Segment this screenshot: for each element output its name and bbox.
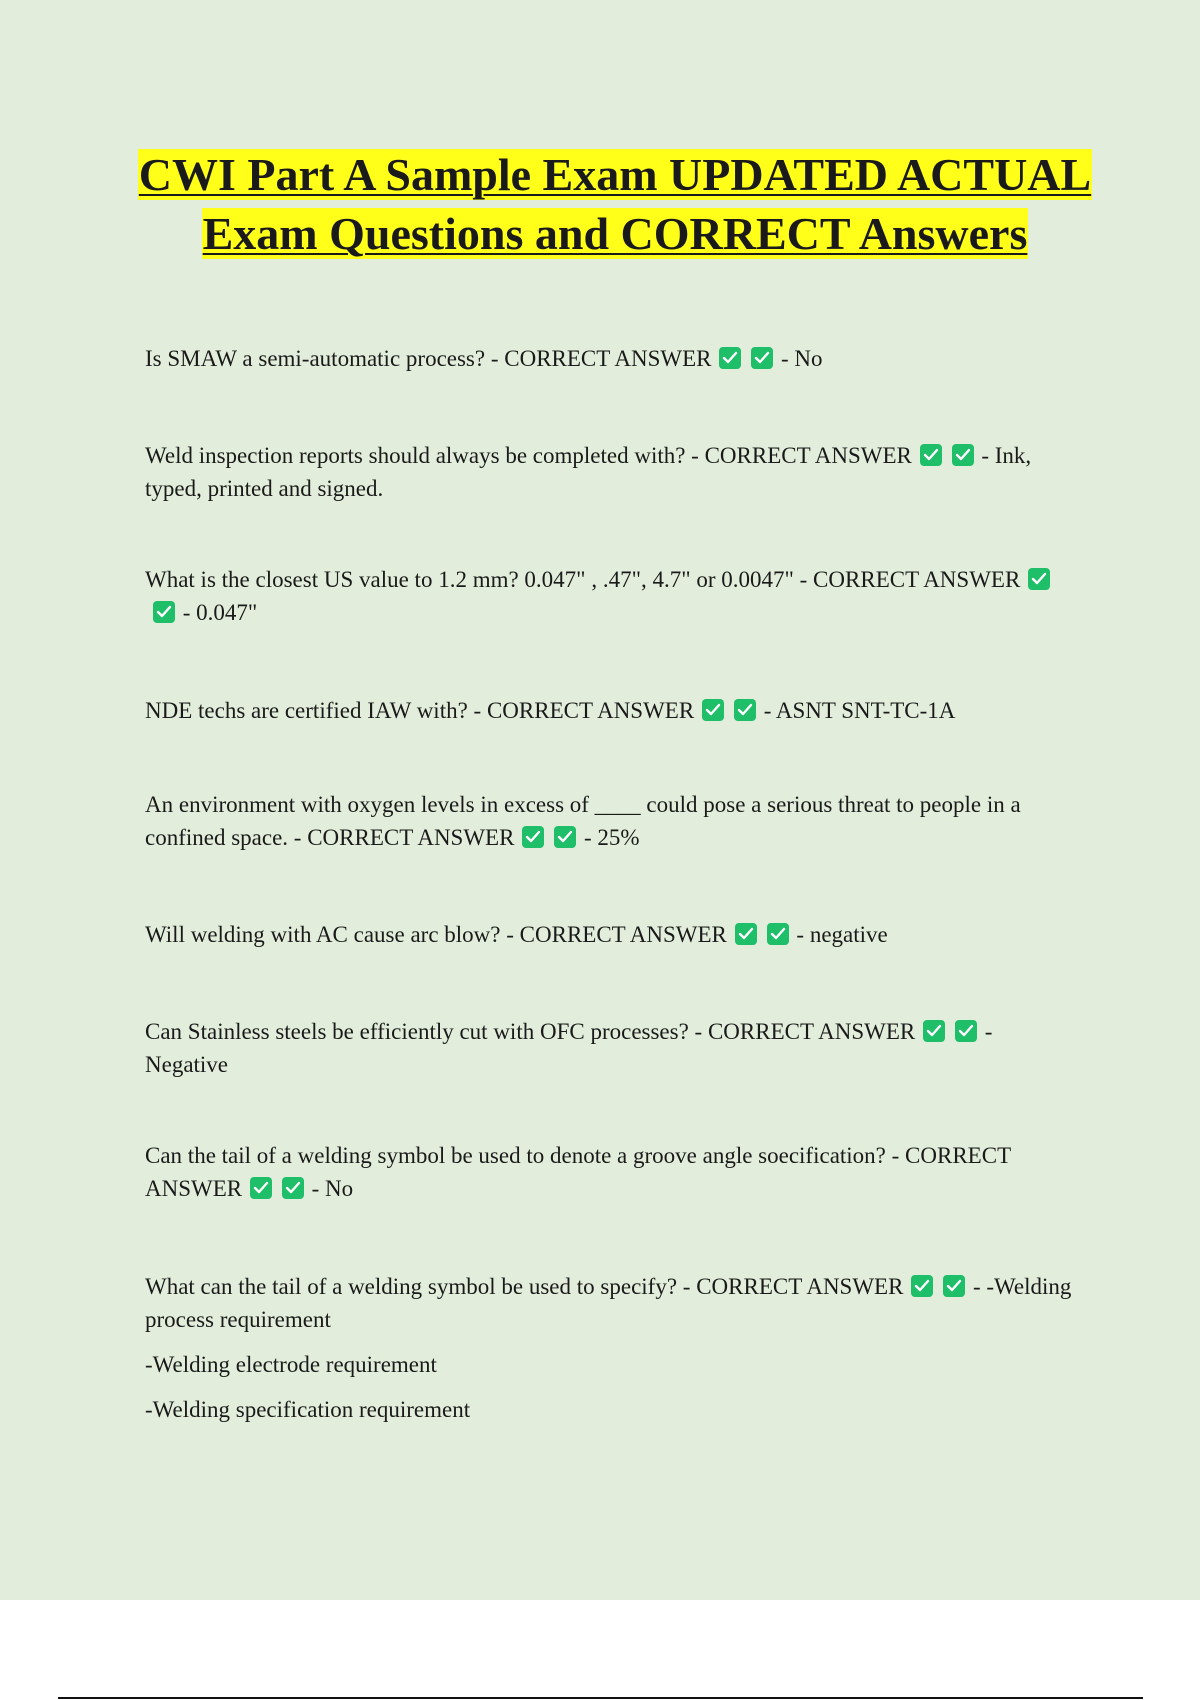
green-checkbox-icon (920, 444, 942, 466)
answer-list-item: -Welding specification requirement (145, 1397, 471, 1422)
qa-item (145, 342, 1080, 375)
green-checkbox-icon (554, 826, 576, 848)
qa-item (145, 1270, 1080, 1336)
question-text: NDE techs are certified IAW with? - CORRECT ANSWER (145, 698, 695, 723)
footer-divider (58, 1697, 1143, 1699)
answer-text: - No (781, 346, 823, 371)
green-checkbox-icon (943, 1275, 965, 1297)
green-checkbox-icon (735, 923, 757, 945)
answer-text: - -Welding process requirement (145, 1274, 1072, 1332)
question-text: What is the closest US value to 1.2 mm? 0.047" , .47", 4.7" or 0.0047" - CORRECT ANSWER (145, 567, 1021, 592)
green-checkbox-icon (751, 347, 773, 369)
green-checkbox-icon (153, 601, 175, 623)
green-checkbox-icon (734, 699, 756, 721)
green-checkbox-icon (1028, 568, 1050, 590)
document-title (130, 145, 1100, 263)
question-text: Can the tail of a welding symbol be used to denote a groove angle soecification? - CORRECT ANSWER (145, 1143, 1011, 1201)
answer-text: - 25% (583, 825, 640, 850)
qa-item (145, 788, 1080, 854)
qa-item (145, 918, 1080, 951)
green-checkbox-icon (955, 1020, 977, 1042)
qa-item (145, 1139, 1080, 1205)
green-checkbox-icon (767, 923, 789, 945)
qa-item (145, 694, 1080, 727)
question-text: What can the tail of a welding symbol be used to specify? - CORRECT ANSWER (145, 1274, 904, 1299)
answer-text: - Negative (145, 1019, 993, 1077)
question-text: Is SMAW a semi-automatic process? - CORRECT ANSWER (145, 346, 712, 371)
qa-item (145, 1015, 1080, 1081)
question-text: Weld inspection reports should always be completed with? - CORRECT ANSWER (145, 443, 912, 468)
green-checkbox-icon (282, 1177, 304, 1199)
green-checkbox-icon (522, 826, 544, 848)
answer-text: - negative (796, 922, 888, 947)
green-checkbox-icon (952, 444, 974, 466)
question-text: Can Stainless steels be efficiently cut with OFC processes? - CORRECT ANSWER (145, 1019, 916, 1044)
answer-text: - 0.047" (182, 600, 258, 625)
qa-item (145, 563, 1080, 629)
answer-text: - ASNT SNT-TC-1A (763, 698, 956, 723)
title-highlight: CWI Part A Sample Exam UPDATED ACTUAL Exam Questions and CORRECT Answers (138, 149, 1092, 259)
green-checkbox-icon (702, 699, 724, 721)
question-text: An environment with oxygen levels in excess of ____ could pose a serious threat to people in a confined space. - CORRECT ANSWER (145, 792, 1021, 850)
answer-text: - No (311, 1176, 354, 1201)
answer-list-item: -Welding electrode requirement (145, 1352, 437, 1377)
question-text: Will welding with AC cause arc blow? - CORRECT ANSWER (145, 922, 727, 947)
answer-text: - Ink, typed, printed and signed. (145, 443, 1032, 501)
green-checkbox-icon (719, 347, 741, 369)
qa-item (145, 439, 1080, 505)
green-checkbox-icon (250, 1177, 272, 1199)
green-checkbox-icon (923, 1020, 945, 1042)
green-checkbox-icon (911, 1275, 933, 1297)
